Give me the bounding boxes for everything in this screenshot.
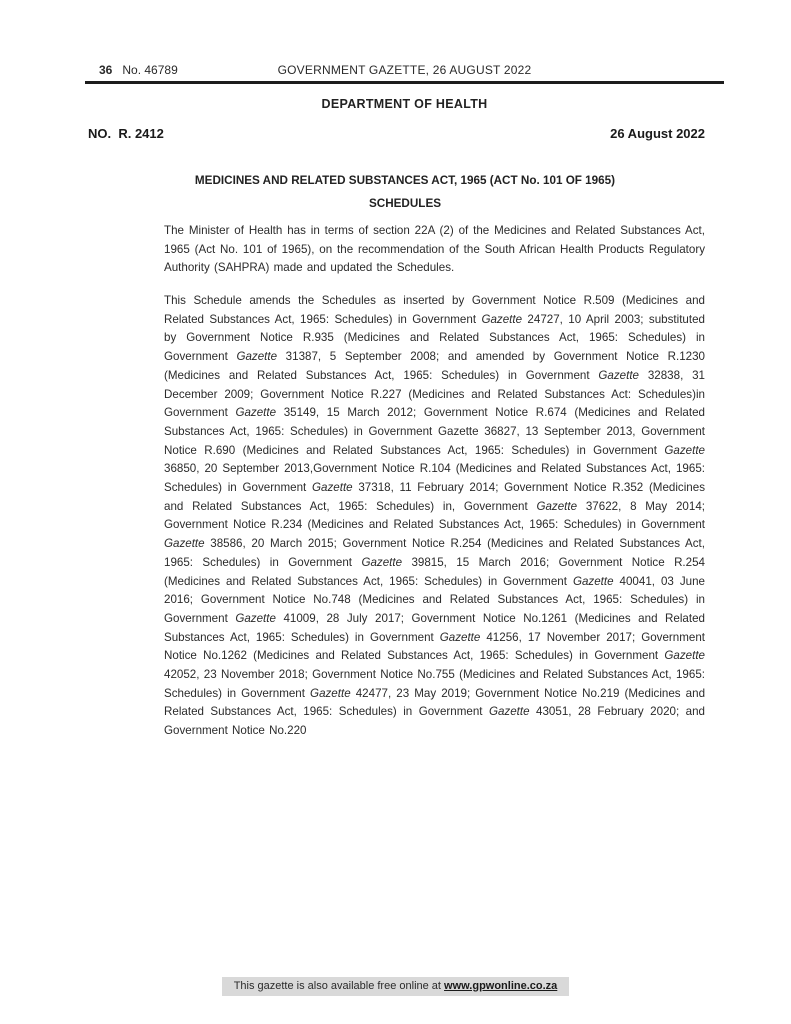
gazette-italic-word: Gazette [664,443,705,457]
paragraph-text-segment: 41009, 28 July 2017; Government Notice No.1261 (Medicines and Related Substances Act, 1965: Schedules) in Government [164,611,705,644]
paragraph-text-segment: 37622, 8 May 2014; Government Notice R.234 (Medicines and Related Substances Act, 1965: Schedules) in Government [164,499,705,532]
gazette-italic-word: Gazette [481,312,523,326]
paragraph-text-segment: 24727, 10 April 2003; substituted by Government Notice R.935 (Medicines and Related Substances Act, 1965: Schedules) in Government [164,312,705,364]
paragraph-text-segment: 37318, 11 February 2014; Government Notice R.352 (Medicines and Related Substances Act, 1965: Schedules) in, Government [164,481,705,513]
gazette-italic-word: Gazette [235,611,276,625]
notice-row [88,126,705,141]
gazette-italic-word: Gazette [439,630,481,644]
gazette-italic-word: Gazette [536,499,578,513]
footer-text: This gazette is also available free online at [233,980,445,992]
act-title [115,169,695,215]
paragraph-text-segment: 43051, 28 February 2020; and Government Notice No.220 [164,705,705,738]
gazette-header-title: GOVERNMENT GAZETTE, 26 AUGUST 2022 [277,63,532,77]
paragraph-text-segment: 32838, 31 December 2009; Government Notice R.227 (Medicines and Related Substances Act: Schedules)in Government [164,368,705,420]
gazette-number: No. 46789 [122,63,178,77]
page-number: 36 [99,63,113,77]
gazette-italic-word: Gazette [664,649,705,663]
paragraph-text-segment: 42052, 23 November 2018; Government Notice No.755 (Medicines and Related Substances Act, 1965: Schedules) in Government [164,668,705,700]
paragraph-text-segment: 42477, 23 May 2019; Government Notice No.219 (Medicines and Related Substances Act, 1965: Schedules) in Government [164,686,706,719]
gazette-italic-word: Gazette [310,686,351,700]
gazette-italic-word: Gazette [572,574,614,588]
gazette-italic-word: Gazette [488,705,530,719]
paragraph-text-segment: 40041, 03 June 2016; Government Notice No.748 (Medicines and Related Substances Act, 1965: Schedules) in Government [164,574,705,625]
paragraph-text-segment: 41256, 17 November 2017; Government Notice No.1262 (Medicines and Related Substances Act, 1965: Schedules) in Government [164,630,705,663]
gazette-italic-word: Gazette [361,555,403,569]
gazette-italic-word: Gazette [312,481,353,495]
intro-paragraph: The Minister of Health has in terms of section 22A (2) of the Medicines and Related Substances Act, 1965 (Act No. 101 of 1965), on the recommendation of the South African Health Products Regulatory Authority (SAHPRA) made and updated the Schedules. [164,224,705,275]
paragraph-text-segment: 31387, 5 September 2008; and amended by Government Notice R.1230 (Medicines and Related Substances Act, 1965: Schedules) in Government [164,350,705,382]
gazette-italic-word: Gazette [236,350,278,364]
gazette-italic-word: Gazette [235,406,277,420]
footer-availability-note [222,977,570,996]
paragraph-text-segment: 35149, 15 March 2012; Government Notice R.674 (Medicines and Related Substances Act, 1965: Schedules) in Government Gazette 36827, 13 September 2013, Government Notice R.690 (Medicines and Related Substances Act, 1965: Schedules) in Government [164,406,705,457]
gazette-italic-word: Gazette [164,537,205,551]
notice-number: NO. R. 2412 [88,126,164,141]
running-header [85,63,724,79]
paragraph-text-segment: 36850, 20 September 2013,Government Notice R.104 (Medicines and Related Substances Act, 1965: Schedules) in Government [164,462,705,495]
act-title-line2: SCHEDULES [368,197,442,210]
gazette-italic-word: Gazette [598,368,640,382]
paragraph-text-segment: 39815, 15 March 2016; Government Notice R.254 (Medicines and Related Substances Act, 1965: Schedules) in Government [164,555,706,588]
footer-bar [0,976,791,996]
footer-gpwonline-link[interactable]: www.gpwonline.co.za [444,980,558,992]
header-rule [85,81,724,84]
paragraph-text-segment: This Schedule amends the Schedules as inserted by Government Notice R.509 (Medicines and Related Substances Act, 1965: Schedules) in Government [164,294,705,326]
amendments-paragraph [164,292,705,741]
paragraph-text-segment: 38586, 20 March 2015; Government Notice R.254 (Medicines and Related Substances Act, 1965: Schedules) in Government [164,537,705,569]
department-title: DEPARTMENT OF HEALTH [321,97,488,111]
notice-date: 26 August 2022 [610,126,705,141]
act-title-line1: MEDICINES AND RELATED SUBSTANCES ACT, 1965 (ACT No. 101 OF 1965) [194,174,616,187]
